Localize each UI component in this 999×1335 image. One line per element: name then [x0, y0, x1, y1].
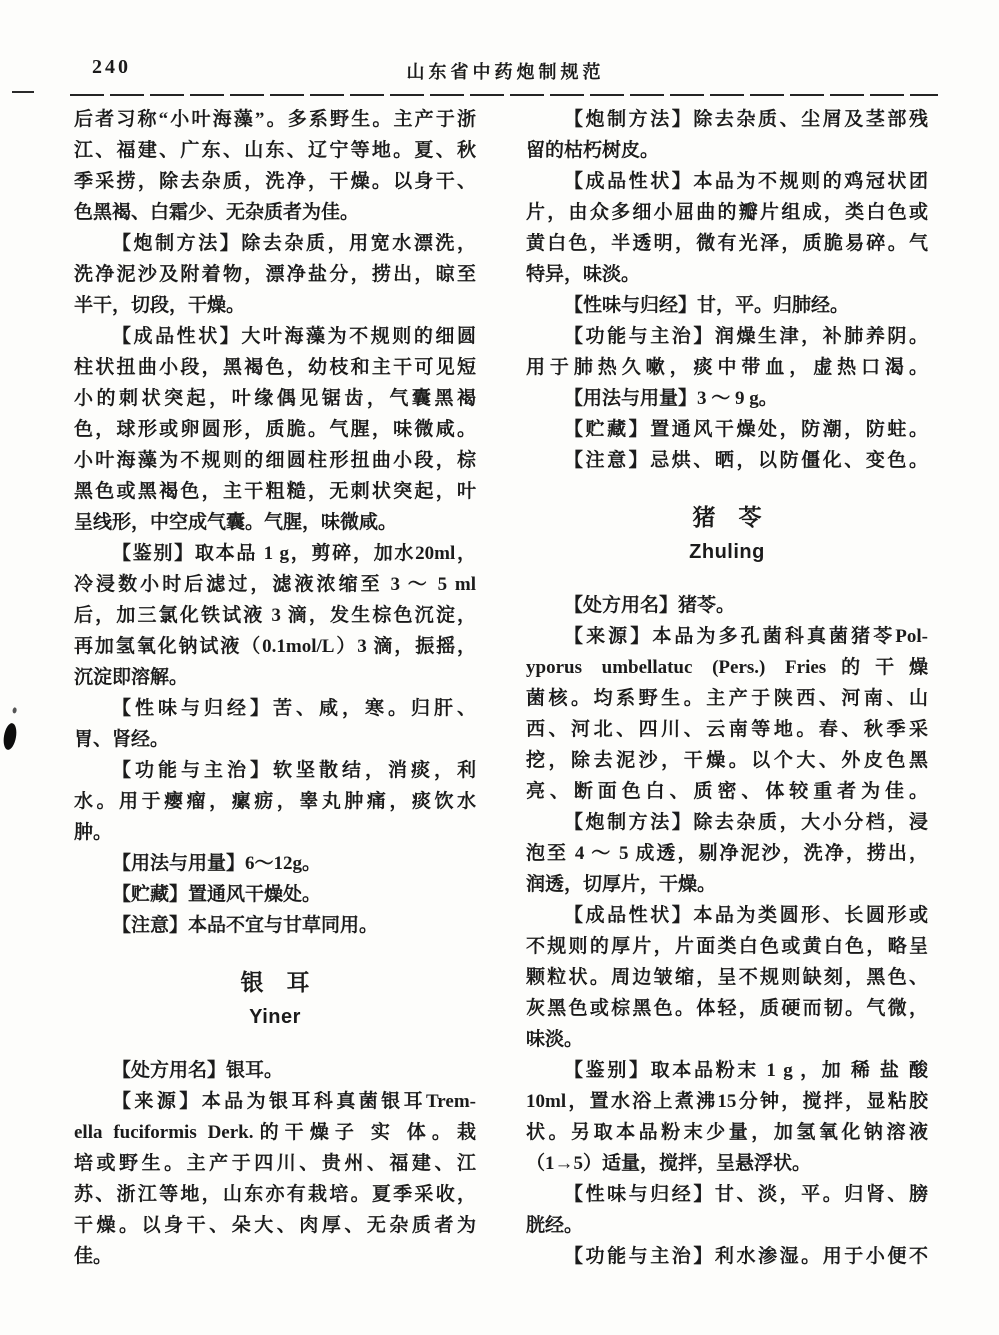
text-line: 洗净泥沙及附着物，漂净盐分，捞出，晾至 — [74, 264, 476, 285]
text-line: 润透，切厚片，干燥。 — [526, 874, 717, 895]
text-line: 苏、浙江等地，山东亦有栽培。夏季采收， — [74, 1184, 476, 1205]
text-line: 不规则的厚片，片面类白色或黄白色，略呈 — [526, 936, 928, 957]
text-line: 【炮制方法】除去杂质，用宽水漂洗， — [112, 233, 476, 254]
text-line: 沉淀即溶解。 — [74, 667, 189, 688]
text-line: 干燥。以身干、朵大、肉厚、无杂质者为 — [74, 1215, 476, 1236]
text-line: 培或野生。主产于四川、贵州、福建、江 — [74, 1153, 476, 1174]
text-line: 西、河北、四川、云南等地。春、秋季采 — [526, 719, 928, 740]
page-number: 240 — [92, 56, 131, 78]
right-column — [526, 104, 928, 1272]
text-line: 【成品性状】大叶海藻为不规则的细圆 — [112, 326, 476, 347]
text-line: （1→5）适量，搅拌，呈悬浮状。 — [526, 1153, 812, 1174]
text-line: 颗粒状。周边皱缩，呈不规则缺刻，黑色、 — [526, 967, 928, 988]
header-rule — [70, 94, 938, 96]
text-line: 【处方用名】银耳。 — [112, 1060, 284, 1081]
text-line: 半干，切段，干燥。 — [74, 295, 246, 316]
text-line: 佳。 — [74, 1246, 113, 1267]
text-line: 【功能与主治】利水渗湿。用于小便不 — [564, 1246, 928, 1267]
text-line: 【功能与主治】润燥生津，补肺养阴。 — [564, 326, 928, 347]
text-columns — [74, 104, 928, 1272]
text-line: 呈线形，中空成气囊。气腥，味微咸。 — [74, 512, 398, 533]
text-line: yporus umbellatuc (Pers.) Fries的干燥 — [526, 657, 928, 678]
text-line: 水。用于瘿瘤，瘰疬，睾丸肿痛，痰饮水 — [74, 791, 476, 812]
text-line: 【成品性状】本品为类圆形、长圆形或 — [564, 905, 928, 926]
text-line: 季采捞，除去杂质，洗净，干燥。以身干、 — [74, 171, 476, 192]
text-line: 片，由众多细小屈曲的瓣片组成，类白色或 — [526, 202, 928, 223]
text-line: 胱经。 — [526, 1215, 584, 1236]
text-line: 泡至 4 ～ 5 成透，剔净泥沙，洗净，捞出， — [526, 843, 928, 864]
text-line: 挖，除去泥沙，干燥。以个大、外皮色黑 — [526, 750, 928, 771]
text-line: 【成品性状】本品为不规则的鸡冠状团 — [564, 171, 928, 192]
section-heading — [74, 968, 476, 1030]
text-line: 再加氢氧化钠试液（0.1mol/L）3 滴，振摇， — [74, 636, 476, 657]
text-line: 【鉴别】取本品 1 g，剪碎，加水20ml， — [112, 543, 476, 564]
book-title: 山东省中药炮制规范 — [406, 62, 605, 82]
text-line: 菌核。均系野生。主产于陕西、河南、山 — [526, 688, 928, 709]
text-line: 江、福建、广东、山东、辽宁等地。夏、秋 — [74, 140, 476, 161]
text-line: 后，加三氯化铁试液 3 滴，发生棕色沉淀， — [74, 605, 476, 626]
text-line: 【性味与归经】苦、咸，寒。归肝、 — [112, 698, 476, 719]
text-line: 胃、肾经。 — [74, 729, 170, 750]
text-line: 状。另取本品粉末少量，加氢氧化钠溶液 — [526, 1122, 928, 1143]
text-line: 黄白色，半透明，微有光泽，质脆易碎。气 — [526, 233, 928, 254]
text-line: 【贮藏】置通风干燥处。 — [112, 884, 322, 905]
text-line: 柱状扭曲小段，黑褐色，幼枝和主干可见短 — [74, 357, 476, 378]
left-column — [74, 104, 476, 1272]
text-line: 黑色或黑褐色，主干粗糙，无刺状突起，叶 — [74, 481, 476, 502]
text-line: 味淡。 — [526, 1029, 584, 1050]
text-line: 10ml，置水浴上煮沸15分钟，搅拌，显粘胶 — [526, 1091, 928, 1112]
text-line: 肿。 — [74, 822, 113, 843]
text-line: ella fuciformis Derk.的干燥子 实 体。栽 — [74, 1122, 476, 1143]
text-line: 【注意】忌烘、晒，以防僵化、变色。 — [564, 450, 928, 471]
section-title-pinyin: Zhuling — [689, 541, 765, 563]
text-line: 【贮藏】置通风干燥处，防潮，防蛀。 — [564, 419, 928, 440]
text-line: 小的刺状突起，叶缘偶见锯齿，气囊黑褐 — [74, 388, 476, 409]
text-line: 小叶海藻为不规则的细圆柱形扭曲小段，棕 — [74, 450, 476, 471]
text-line: 色黑褐、白霜少、无杂质者为佳。 — [74, 202, 360, 223]
text-line: 【炮制方法】除去杂质、尘屑及茎部残 — [564, 109, 928, 130]
text-line: 【用法与用量】6～12g。 — [112, 853, 322, 874]
text-line: 用于肺热久嗽，痰中带血，虚热口渴。 — [526, 357, 928, 378]
text-line: 【来源】本品为多孔菌科真菌猪苓Pol- — [564, 626, 928, 647]
section-title-pinyin: Yiner — [249, 1006, 301, 1028]
text-line: 【功能与主治】软坚散结，消痰，利 — [112, 760, 476, 781]
section-heading — [526, 503, 928, 565]
text-line: 灰黑色或棕黑色。体轻，质硬而韧。气微， — [526, 998, 928, 1019]
page-header — [74, 54, 937, 82]
text-line: 后者习称“小叶海藻”。多系野生。主产于浙 — [74, 109, 476, 130]
text-line: 【鉴别】取本品粉末 1 g ，加 稀 盐 酸 — [564, 1060, 928, 1081]
ink-smudge — [2, 722, 19, 751]
text-line: 【性味与归经】甘、淡，平。归肾、膀 — [564, 1184, 928, 1205]
text-line: 特异，味淡。 — [526, 264, 641, 285]
text-line: 【注意】本品不宜与甘草同用。 — [112, 915, 379, 936]
section-title-cn: 银 耳 — [240, 970, 310, 995]
text-line: 亮、断面色白、质密、体较重者为佳。 — [526, 781, 928, 802]
text-line: 【处方用名】猪苓。 — [564, 595, 736, 616]
text-line: 【炮制方法】除去杂质，大小分档，浸 — [564, 812, 928, 833]
section-title-cn: 猪 苓 — [692, 505, 762, 530]
text-line: 【用法与用量】3 ～ 9 g。 — [564, 388, 778, 409]
text-line: 【性味与归经】甘，平。归肺经。 — [564, 295, 850, 316]
text-line: 色，球形或卵圆形，质脆。气腥，味微咸。 — [74, 419, 476, 440]
text-line: 留的枯朽树皮。 — [526, 140, 660, 161]
text-line: 【来源】本品为银耳科真菌银耳Trem- — [112, 1091, 476, 1112]
text-line: 冷浸数小时后滤过，滤液浓缩至 3 ～ 5 ml — [74, 574, 476, 595]
